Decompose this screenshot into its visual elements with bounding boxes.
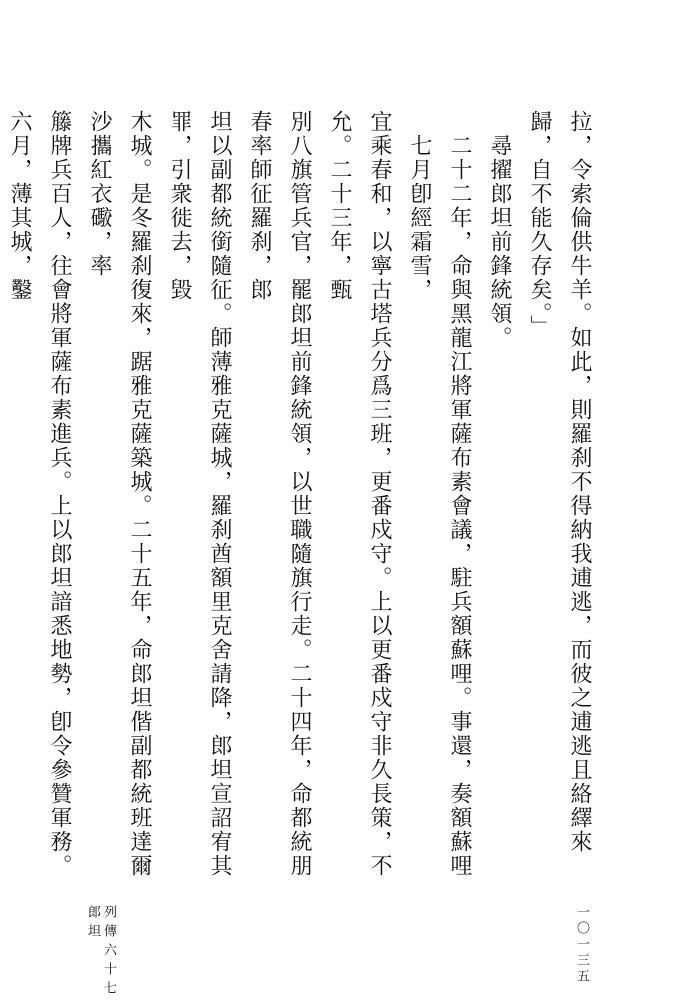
- text-column: 宜乘春和，以寧古塔兵分爲三班，更番戍守。上以更番戍守非久長策，不允。二十三年，甄: [327, 110, 392, 878]
- text-column: 二十二年，命與黑龍江將軍薩布素會議，駐兵額蘇哩。事還，奏額蘇哩七月卽經霜雪，: [407, 134, 472, 878]
- text-column: 拉，令索倫供牛羊。如此，則羅刹不得納我逋逃，而彼之逋逃且絡繹來歸，自不能久存矣。」: [527, 110, 592, 854]
- text-column: 尋擢郎坦前鋒統領。: [487, 134, 512, 350]
- text-column: 木城。是冬羅刹復來，踞雅克薩築城。二十五年，命郎坦偕副都統班達爾沙攜紅衣礮，率: [87, 110, 152, 878]
- text-column: 別八旗管兵官，罷郎坦前鋒統領，以世職隨旗行走。二十四年，命都統朋春率師征羅刹，郎: [247, 110, 312, 878]
- body-text: [7, 110, 599, 900]
- text-column: 籐牌兵百人，往會將軍薩布素進兵。上以郎坦諳悉地勢，卽令參贊軍務。六月，薄其城，鑿: [7, 110, 72, 878]
- text-column: 坦以副都統銜隨征。師薄雅克薩城，羅刹酋額里克舍請降，郎坦宣詔宥其罪，引衆徙去，毀: [167, 110, 232, 878]
- running-head: 列傳六十七 郎坦: [85, 905, 116, 1000]
- page-number: 一〇一三五: [574, 905, 589, 985]
